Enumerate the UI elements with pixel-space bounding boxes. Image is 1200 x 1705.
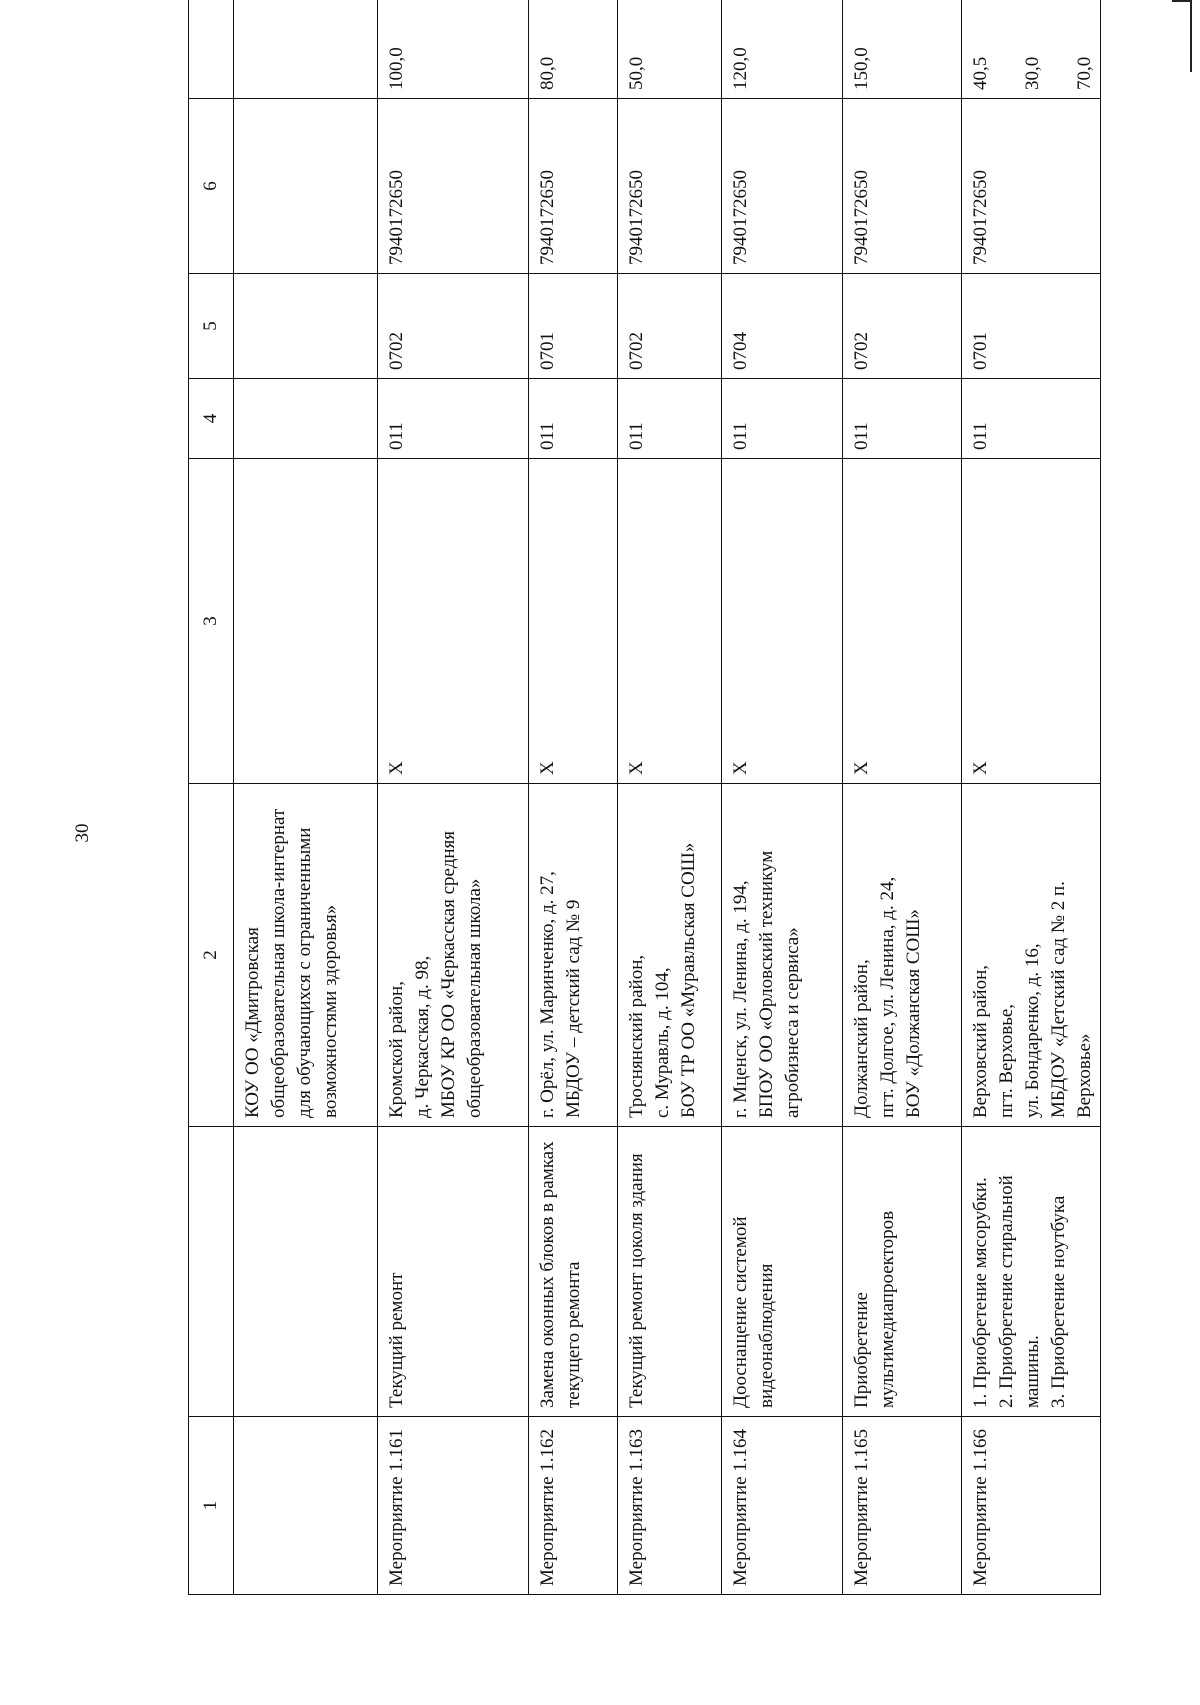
header-cell: 6 xyxy=(189,99,234,274)
col5-cell xyxy=(234,274,378,379)
address-cell: Верховский район, пгт. Верховье, ул. Бондаренко, д. 16, МБДОУ «Детский сад № 2 п. Верховье» xyxy=(962,784,1101,1127)
rotated-table-container xyxy=(188,47,1098,1595)
amount-cell: 150,0 xyxy=(843,0,962,99)
amount-cell: 50,0 xyxy=(618,0,722,99)
col3-cell: X xyxy=(378,459,529,784)
header-cell: 5 xyxy=(189,274,234,379)
address-cell: Кромской район, д. Черкасская, д. 98, МБОУ КР ОО «Черкасская средняя общеобразовательная школа» xyxy=(378,784,529,1127)
amount-cell: 120,0 xyxy=(722,0,843,99)
col4-cell: 011 xyxy=(962,379,1101,459)
address-cell: Троснянский район, с. Муравль, д. 104, БОУ ТР ОО «Муравльская СОШ» xyxy=(618,784,722,1127)
amount-cell: 80,0 xyxy=(529,0,618,99)
event-name-cell: 1. Приобретение мясорубки. 2. Приобретение стиральной машины. 3. Приобретение ноутбука xyxy=(962,1127,1101,1417)
amount-cell: 40,5 30,0 70,0 xyxy=(962,0,1101,99)
table-row xyxy=(378,0,529,1595)
col6-cell: 7940172650 xyxy=(618,99,722,274)
event-id-cell: Мероприятие 1.164 xyxy=(722,1417,843,1595)
event-id-cell: Мероприятие 1.162 xyxy=(529,1417,618,1595)
amount-cell: 100,0 xyxy=(378,0,529,99)
event-id-cell: Мероприятие 1.165 xyxy=(843,1417,962,1595)
header-cell: 2 xyxy=(189,784,234,1127)
col5-cell: 0701 xyxy=(962,274,1101,379)
event-name-cell: Текущий ремонт цоколя здания xyxy=(618,1127,722,1417)
event-id-cell: Мероприятие 1.166 xyxy=(962,1417,1101,1595)
col3-cell: X xyxy=(529,459,618,784)
col4-cell: 011 xyxy=(722,379,843,459)
address-cell: г. Мценск, ул. Ленина, д. 194, БПОУ ОО «Орловский техникум агробизнеса и сервиса» xyxy=(722,784,843,1127)
header-cell: 4 xyxy=(189,379,234,459)
col5-cell: 0702 xyxy=(618,274,722,379)
col5-cell: 0702 xyxy=(378,274,529,379)
table-row xyxy=(962,0,1101,1595)
col4-cell xyxy=(234,379,378,459)
col5-cell: 0702 xyxy=(843,274,962,379)
amount-cell xyxy=(234,0,378,99)
col6-cell: 7940172650 xyxy=(843,99,962,274)
address-cell: Должанский район, пгт. Долгое, ул. Ленина, д. 24, БОУ «Должанская СОШ» xyxy=(843,784,962,1127)
event-name-cell: Дооснащение системой видеонаблюдения xyxy=(722,1127,843,1417)
address-cell: г. Орёл, ул. Маринченко, д. 27, МБДОУ – детский сад № 9 xyxy=(529,784,618,1127)
event-name-cell: Текущий ремонт xyxy=(378,1127,529,1417)
col5-cell: 0701 xyxy=(529,274,618,379)
table-row xyxy=(618,0,722,1595)
col4-cell: 011 xyxy=(843,379,962,459)
col3-cell: X xyxy=(722,459,843,784)
header-cell: 3 xyxy=(189,459,234,784)
event-id-cell: Мероприятие 1.161 xyxy=(378,1417,529,1595)
col4-cell: 011 xyxy=(529,379,618,459)
col6-cell: 7940172650 xyxy=(378,99,529,274)
col4-cell: 011 xyxy=(378,379,529,459)
table-row xyxy=(722,0,843,1595)
col6-cell xyxy=(234,99,378,274)
event-id-cell: Мероприятие 1.163 xyxy=(618,1417,722,1595)
scan-corner-mark xyxy=(1172,0,1192,72)
event-id-cell xyxy=(234,1417,378,1595)
table-header-row xyxy=(189,0,234,1595)
header-cell xyxy=(189,0,234,99)
col6-cell: 7940172650 xyxy=(722,99,843,274)
page-number: 30 xyxy=(72,823,93,843)
col4-cell: 011 xyxy=(618,379,722,459)
col3-cell xyxy=(234,459,378,784)
table-row xyxy=(234,0,378,1595)
col3-cell: X xyxy=(962,459,1101,784)
event-name-cell xyxy=(234,1127,378,1417)
header-cell xyxy=(189,1127,234,1417)
col5-cell: 0704 xyxy=(722,274,843,379)
table-row xyxy=(529,0,618,1595)
budget-table xyxy=(188,0,1101,1595)
table-row xyxy=(843,0,962,1595)
address-cell: КОУ ОО «Дмитровская общеобразовательная школа-интернат для обучающихся с ограниченными возможностями здоровья» xyxy=(234,784,378,1127)
col3-cell: X xyxy=(843,459,962,784)
col6-cell: 7940172650 xyxy=(529,99,618,274)
col6-cell: 7940172650 xyxy=(962,99,1101,274)
event-name-cell: Приобретение мультимедиапроекторов xyxy=(843,1127,962,1417)
header-cell: 1 xyxy=(189,1417,234,1595)
event-name-cell: Замена оконных блоков в рамках текущего ремонта xyxy=(529,1127,618,1417)
col3-cell: X xyxy=(618,459,722,784)
